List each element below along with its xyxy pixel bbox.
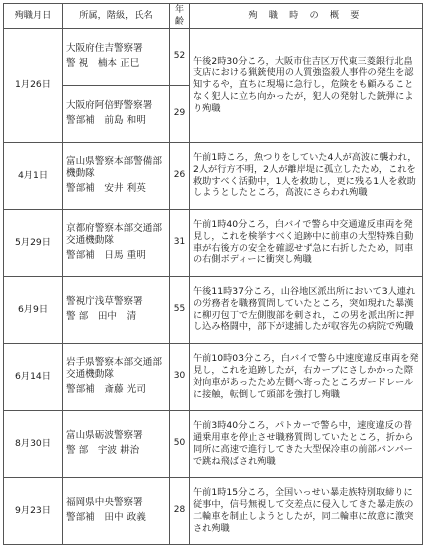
age-cell: 30 (170, 343, 190, 410)
date-cell: 5月29日 (4, 209, 63, 276)
org-name: 警視庁浅草警察署 (66, 295, 143, 307)
table-header-row (4, 4, 423, 29)
summary-cell: 午前1時15分ころ，全国いっせい暴走族特別取締りに従事中，信号無視して交差点に侵入してきた暴走族の二輪車を制止しようとしたが，同二輪車に故意に激突され殉職 (190, 477, 423, 544)
date-cell: 1月26日 (4, 28, 63, 142)
summary-cell: 午後2時30分ころ，大阪市住吉区万代東三菱銀行北畠支店における猟銃使用の人質強盗殺人事件の発生を認知するや，直ちに現場に急行し，危険をも顧みることなく犯人に立ち向かったが，犯人の発射した銃弾により殉職 (190, 28, 423, 142)
age-cell: 29 (170, 85, 190, 142)
table-row (4, 477, 423, 544)
affiliation-cell (63, 142, 170, 209)
age-cell: 50 (170, 410, 190, 477)
org-name: 富山県砺波警察署 (66, 430, 143, 442)
affiliation-cell (63, 209, 170, 276)
org-name: 岩手県警察本部交通部交通機動隊 (66, 356, 162, 381)
table-row (4, 276, 423, 343)
rank-and-name: 警 部 田中 清 (66, 311, 137, 323)
table-row (4, 142, 423, 209)
header-summary: 殉 職 時 の 概 要 (190, 4, 423, 29)
rank-and-name: 警部補 日馬 重明 (66, 250, 146, 262)
summary-cell: 午後11時37分ころ，山谷地区派出所において3人連れの労務者を職務質問していたところ，突如現れた暴漢に柳刃包丁で左側腹部を刺され，この男を派出所に押し込み格闘中，部下が逮捕したが収容先の病院で殉職 (190, 276, 423, 343)
org-name: 大阪府阿倍野警察署 (66, 99, 153, 111)
age-cell: 52 (170, 28, 190, 85)
rank-and-name: 警部補 前島 和明 (66, 115, 146, 127)
date-cell: 6月14日 (4, 343, 63, 410)
date-cell: 8月30日 (4, 410, 63, 477)
summary-cell: 午前10時03分ころ，白バイで警ら中速度違反車両を発見し，これを追跡したが，右カーブにさしかかった際対向車があったため左側へ寄ったところガードレールに接触，転倒して頭部を強打し殉職 (190, 343, 423, 410)
affiliation-cell (63, 343, 170, 410)
table-row (4, 209, 423, 276)
summary-cell: 午前1時40分ころ，白バイで警ら中交通違反車両を発見し，これを検挙すべく追跡中に前車の大型特殊自動車が右後方の安全を確認せず急に右折したため，同車の右側ボディーに衝突し殉職 (190, 209, 423, 276)
affiliation-cell (63, 276, 170, 343)
org-name: 大阪府住吉警察署 (66, 42, 143, 54)
affiliation-cell (63, 477, 170, 544)
rank-and-name: 警部補 斎藤 光司 (66, 384, 146, 396)
rank-and-name: 警 視 楠本 正巳 (66, 58, 140, 70)
header-affiliation: 所属，階級，氏名 (63, 4, 170, 29)
table-row (4, 410, 423, 477)
header-date: 殉職月日 (4, 4, 63, 29)
org-name: 京都府警察本部交通部交通機動隊 (66, 222, 162, 247)
date-cell: 9月23日 (4, 477, 63, 544)
date-cell: 4月1日 (4, 142, 63, 209)
age-cell: 26 (170, 142, 190, 209)
affiliation-cell (63, 85, 170, 142)
summary-cell: 午前3時40分ころ，パトカーで警ら中，速度違反の普通乗用車を停止させ職務質問していたところ，折から同所に高速で進行してきた大型保冷車の前部バンパーで跳ね飛ばされ殉職 (190, 410, 423, 477)
age-cell: 55 (170, 276, 190, 343)
rank-and-name: 警部補 安井 利英 (66, 183, 146, 195)
memorial-table (3, 3, 423, 545)
affiliation-cell (63, 28, 170, 85)
table-row (4, 343, 423, 410)
header-age: 年齢 (170, 4, 190, 29)
rank-and-name: 警部補 田中 政義 (66, 512, 146, 524)
age-cell: 31 (170, 209, 190, 276)
affiliation-cell (63, 410, 170, 477)
org-name: 福岡県中央警察署 (66, 497, 143, 509)
org-name: 富山県警察本部警備部機動隊 (66, 155, 162, 179)
age-cell: 28 (170, 477, 190, 544)
date-cell: 6月9日 (4, 276, 63, 343)
table-row (4, 28, 423, 85)
rank-and-name: 警 部 宇波 耕治 (66, 445, 140, 457)
summary-cell: 午前1時ころ，魚つりをしていた4人が高波に襲われ，2人が行方不明，2人が離岸堤に孤立したため，これを救助すべく活動中，1人を救助し，更に残る1人を救助しようとしたところ，高波にさらわれ殉職 (190, 142, 423, 209)
